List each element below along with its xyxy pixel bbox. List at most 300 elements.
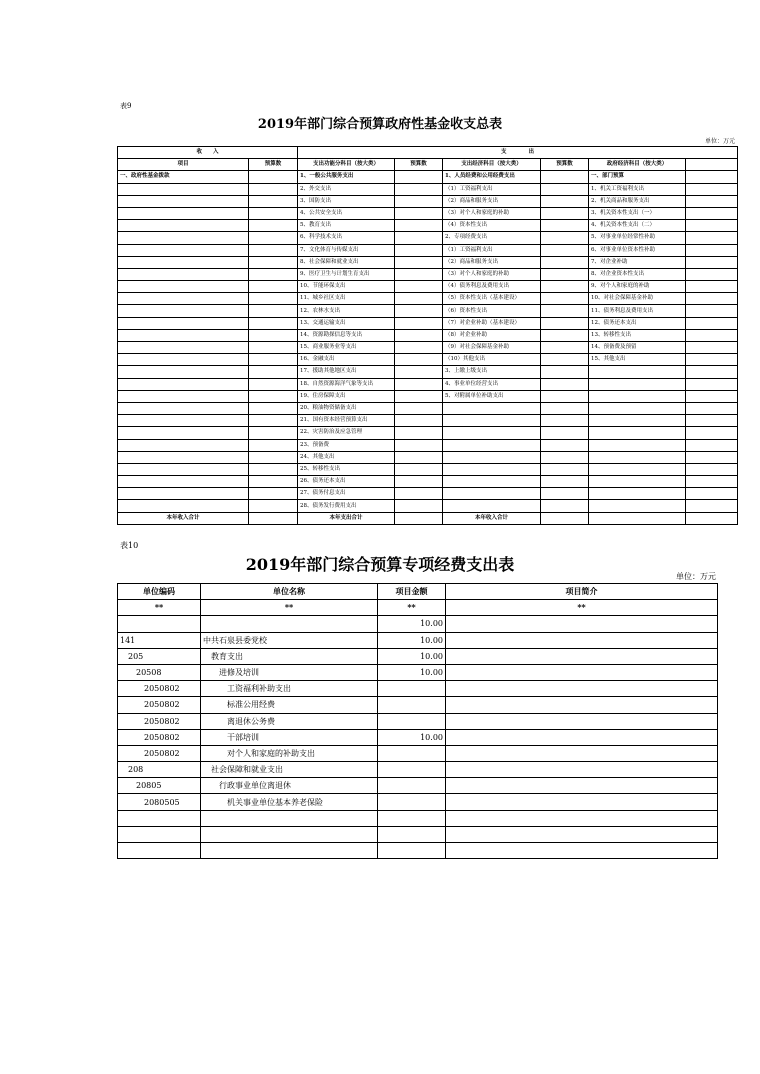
- unit-name-cell: 进修及培训: [201, 664, 378, 680]
- table-cell: [118, 329, 249, 341]
- table-cell: [541, 220, 589, 232]
- table-cell: 2、机关商品和服务支出: [589, 195, 686, 207]
- table-row: [118, 427, 738, 439]
- amount-cell: 10.00: [378, 632, 446, 648]
- table-cell: [541, 305, 589, 317]
- table-row: [118, 195, 738, 207]
- description-cell: [446, 632, 718, 648]
- description-cell: [446, 794, 718, 810]
- table-cell: [118, 293, 249, 305]
- table-cell: 17、援助其他地区支出: [298, 366, 395, 378]
- table-cell: [395, 305, 443, 317]
- table-cell: [686, 427, 738, 439]
- table-cell: [686, 220, 738, 232]
- description-cell: [446, 745, 718, 761]
- table-cell: 本年支出合计: [298, 512, 395, 524]
- table-cell: 25、转移性支出: [298, 463, 395, 475]
- amount-cell: 10.00: [378, 729, 446, 745]
- table-cell: [395, 451, 443, 463]
- table-cell: [249, 244, 298, 256]
- table-cell: [395, 293, 443, 305]
- table-cell: [249, 342, 298, 354]
- unit-name-cell: [201, 616, 378, 632]
- description-cell: [446, 713, 718, 729]
- unit-name-cell: 离退休公务费: [201, 713, 378, 729]
- table-row: [118, 664, 718, 680]
- table-cell: 28、债务发行费用支出: [298, 500, 395, 512]
- table-cell: [686, 342, 738, 354]
- unit-code-cell: 20805: [118, 778, 201, 794]
- description-cell: [446, 648, 718, 664]
- table-cell: [443, 476, 541, 488]
- unit-code-cell: 20508: [118, 664, 201, 680]
- table-cell: [249, 354, 298, 366]
- table-cell: 10、对社会保障基金补助: [589, 293, 686, 305]
- amount-cell: [378, 745, 446, 761]
- table-cell: [249, 439, 298, 451]
- amount-cell: 10.00: [378, 616, 446, 632]
- special-expense-table: [117, 583, 718, 859]
- table-cell: 10、节能环保支出: [298, 281, 395, 293]
- table-cell: 16、金融支出: [298, 354, 395, 366]
- table-cell: [686, 476, 738, 488]
- table-cell: （2）商品和服务支出: [443, 256, 541, 268]
- table-cell: 11、债务利息及费用支出: [589, 305, 686, 317]
- table-row: [118, 843, 718, 859]
- unit-name-cell: 干部培训: [201, 729, 378, 745]
- table-cell: [249, 195, 298, 207]
- table-cell: [541, 439, 589, 451]
- table-cell: [541, 256, 589, 268]
- table-cell: [589, 476, 686, 488]
- table-cell: [118, 342, 249, 354]
- table-cell: [395, 244, 443, 256]
- table-cell: [443, 488, 541, 500]
- table-cell: [249, 293, 298, 305]
- table-cell: （10）其他支出: [443, 354, 541, 366]
- table-cell: （8）对企业补助: [443, 329, 541, 341]
- table-row: [118, 183, 738, 195]
- col-header: 预算数: [541, 159, 589, 171]
- table-cell: 19、住房保障支出: [298, 390, 395, 402]
- table-cell: [541, 268, 589, 280]
- description-cell: [446, 681, 718, 697]
- table-cell: 15、其他支出: [589, 354, 686, 366]
- table-cell: [686, 207, 738, 219]
- table-cell: [118, 195, 249, 207]
- table-cell: [541, 207, 589, 219]
- table-row: [118, 463, 738, 475]
- table-cell: [249, 415, 298, 427]
- unit-name-cell: [201, 826, 378, 842]
- table-cell: [118, 378, 249, 390]
- table-row: [118, 378, 738, 390]
- table-cell: 1、机关工资福利支出: [589, 183, 686, 195]
- table-row: [118, 762, 718, 778]
- table-cell: [395, 366, 443, 378]
- table-row: [118, 415, 738, 427]
- col-header: 项目简介: [446, 584, 718, 600]
- table-cell: [395, 500, 443, 512]
- table-cell: [589, 451, 686, 463]
- unit-code-cell: 2050802: [118, 745, 201, 761]
- table-row: [118, 390, 738, 402]
- table-cell: [686, 354, 738, 366]
- col-header: 支出功能分科目（按大类）: [298, 159, 395, 171]
- table-cell: [686, 512, 738, 524]
- amount-cell: [378, 826, 446, 842]
- table-row: [118, 281, 738, 293]
- table-row: [118, 293, 738, 305]
- table-cell: [118, 500, 249, 512]
- table-cell: 6、科学技术支出: [298, 232, 395, 244]
- table-cell: [589, 390, 686, 402]
- table10-star-row: [118, 600, 718, 616]
- table-cell: [589, 415, 686, 427]
- table-row: [118, 329, 738, 341]
- table-cell: [249, 451, 298, 463]
- table-cell: [589, 427, 686, 439]
- table-cell: [118, 244, 249, 256]
- star-cell: **: [378, 600, 446, 616]
- table-cell: [249, 366, 298, 378]
- table-cell: 1、人员经费和公用经费支出: [443, 171, 541, 183]
- table-cell: [118, 183, 249, 195]
- table-cell: [589, 402, 686, 414]
- col-header: [686, 159, 738, 171]
- unit-name-cell: 工资福利补助支出: [201, 681, 378, 697]
- unit-name-cell: 机关事业单位基本养老保险: [201, 794, 378, 810]
- description-cell: [446, 697, 718, 713]
- table-cell: （3）对个人和家庭的补助: [443, 268, 541, 280]
- expense-group-header: 支 出: [298, 147, 738, 159]
- table-cell: [589, 366, 686, 378]
- table-cell: [395, 220, 443, 232]
- table-cell: [541, 232, 589, 244]
- description-cell: [446, 762, 718, 778]
- table-row: [118, 244, 738, 256]
- table-cell: 27、债务付息支出: [298, 488, 395, 500]
- unit-code-cell: 141: [118, 632, 201, 648]
- income-group-header: 收 入: [118, 147, 298, 159]
- table-cell: 15、商业服务业等支出: [298, 342, 395, 354]
- table-cell: [249, 378, 298, 390]
- table-cell: [395, 171, 443, 183]
- table-cell: [395, 512, 443, 524]
- table-cell: [541, 476, 589, 488]
- table-cell: [443, 415, 541, 427]
- table-cell: [395, 183, 443, 195]
- table-row: [118, 681, 718, 697]
- table-cell: [541, 171, 589, 183]
- table-row: [118, 476, 738, 488]
- table-cell: [395, 463, 443, 475]
- table-cell: [686, 329, 738, 341]
- table-cell: 6、对事业单位资本性补助: [589, 244, 686, 256]
- table-cell: [686, 415, 738, 427]
- table-row: [118, 697, 718, 713]
- table10-header-row: [118, 584, 718, 600]
- table-cell: 3、上缴上级支出: [443, 366, 541, 378]
- table-row: [118, 317, 738, 329]
- table-cell: （7）对企业补助（基本建设）: [443, 317, 541, 329]
- table-cell: [118, 427, 249, 439]
- unit-code-cell: [118, 810, 201, 826]
- table-cell: [541, 244, 589, 256]
- unit-code-cell: 2080505: [118, 794, 201, 810]
- table9-tag: 表9: [120, 102, 132, 110]
- table-cell: [118, 451, 249, 463]
- table-cell: 12、农林水支出: [298, 305, 395, 317]
- table-cell: [395, 268, 443, 280]
- table-cell: （1）工资福利支出: [443, 183, 541, 195]
- amount-cell: [378, 681, 446, 697]
- table-cell: [541, 463, 589, 475]
- table-cell: [686, 439, 738, 451]
- table-cell: （6）资本性支出: [443, 305, 541, 317]
- table-cell: [249, 183, 298, 195]
- table-cell: 26、债务还本支出: [298, 476, 395, 488]
- table-cell: 18、自然资源海洋气象等支出: [298, 378, 395, 390]
- table-cell: [118, 207, 249, 219]
- table-cell: [686, 268, 738, 280]
- col-header: 项目: [118, 159, 249, 171]
- table-cell: [541, 451, 589, 463]
- table-cell: [118, 476, 249, 488]
- table-cell: [118, 415, 249, 427]
- table-cell: 本年收入合计: [118, 512, 249, 524]
- table-cell: [249, 268, 298, 280]
- col-header: 单位编码: [118, 584, 201, 600]
- amount-cell: 10.00: [378, 648, 446, 664]
- table-cell: [589, 439, 686, 451]
- table-cell: [118, 256, 249, 268]
- table-cell: [395, 488, 443, 500]
- table-cell: [589, 488, 686, 500]
- table-cell: [686, 232, 738, 244]
- description-cell: [446, 664, 718, 680]
- table-cell: [249, 488, 298, 500]
- table-cell: 一、部门预算: [589, 171, 686, 183]
- table-cell: [589, 378, 686, 390]
- table-row: [118, 305, 738, 317]
- description-cell: [446, 778, 718, 794]
- table-cell: [541, 427, 589, 439]
- table-row: [118, 648, 718, 664]
- table-cell: [395, 329, 443, 341]
- table-row: [118, 713, 718, 729]
- table-cell: [249, 317, 298, 329]
- table-cell: [395, 402, 443, 414]
- col-header: 单位名称: [201, 584, 378, 600]
- table-row: [118, 256, 738, 268]
- description-cell: [446, 810, 718, 826]
- table-row: [118, 354, 738, 366]
- table-cell: [249, 256, 298, 268]
- table-cell: 8、对企业资本性支出: [589, 268, 686, 280]
- table-cell: [249, 476, 298, 488]
- table-cell: [395, 207, 443, 219]
- table-cell: [395, 342, 443, 354]
- table-cell: 4、公共安全支出: [298, 207, 395, 219]
- table-cell: 9、医疗卫生与计划生育支出: [298, 268, 395, 280]
- table-cell: （4）债务利息及费用支出: [443, 281, 541, 293]
- table-cell: [395, 354, 443, 366]
- unit-name-cell: [201, 810, 378, 826]
- table-cell: [541, 342, 589, 354]
- table-cell: [249, 171, 298, 183]
- star-cell: **: [446, 600, 718, 616]
- table-cell: 12、债务还本支出: [589, 317, 686, 329]
- table-cell: 14、资源勘探信息等支出: [298, 329, 395, 341]
- table-cell: [686, 378, 738, 390]
- table-cell: [118, 463, 249, 475]
- table-cell: [589, 512, 686, 524]
- unit-name-cell: [201, 843, 378, 859]
- table-cell: [686, 183, 738, 195]
- table-cell: 一、政府性基金拨款: [118, 171, 249, 183]
- unit-code-cell: [118, 616, 201, 632]
- fund-summary-table: [117, 146, 738, 525]
- table-cell: 7、文化体育与传媒支出: [298, 244, 395, 256]
- table-cell: [395, 232, 443, 244]
- table-cell: [686, 390, 738, 402]
- unit-name-cell: 社会保障和就业支出: [201, 762, 378, 778]
- table-cell: [395, 415, 443, 427]
- table-cell: 13、转移性支出: [589, 329, 686, 341]
- table-row: [118, 745, 718, 761]
- table-cell: [686, 463, 738, 475]
- table-cell: （2）商品和服务支出: [443, 195, 541, 207]
- table-cell: [541, 500, 589, 512]
- table-cell: [589, 463, 686, 475]
- amount-cell: [378, 794, 446, 810]
- col-header: 政府经济科目（按大类）: [589, 159, 686, 171]
- table-cell: 3、机关资本性支出（一）: [589, 207, 686, 219]
- table-cell: [249, 305, 298, 317]
- table-cell: [249, 281, 298, 293]
- table-cell: 20、粮油物资储备支出: [298, 402, 395, 414]
- table-cell: 4、事业单位经营支出: [443, 378, 541, 390]
- table-cell: [541, 317, 589, 329]
- table-row: [118, 207, 738, 219]
- table-cell: [395, 256, 443, 268]
- table-cell: [249, 512, 298, 524]
- table-cell: [686, 195, 738, 207]
- table-cell: （3）对个人和家庭的补助: [443, 207, 541, 219]
- table-cell: 8、社会保障和就业支出: [298, 256, 395, 268]
- table-cell: [541, 402, 589, 414]
- table-cell: 4、机关资本性支出（二）: [589, 220, 686, 232]
- table-cell: [541, 366, 589, 378]
- unit-name-cell: 行政事业单位离退休: [201, 778, 378, 794]
- table-cell: [686, 171, 738, 183]
- table-row: [118, 402, 738, 414]
- table9-header-row: [118, 159, 738, 171]
- table-cell: [686, 244, 738, 256]
- table-cell: （9）对社会保障基金补助: [443, 342, 541, 354]
- table-row: [118, 810, 718, 826]
- table-cell: [541, 354, 589, 366]
- amount-cell: [378, 697, 446, 713]
- table-cell: [541, 378, 589, 390]
- table-cell: [541, 488, 589, 500]
- unit-name-cell: 教育支出: [201, 648, 378, 664]
- table-cell: [443, 463, 541, 475]
- table-cell: [395, 281, 443, 293]
- table-cell: [118, 220, 249, 232]
- table-cell: [118, 268, 249, 280]
- table-row: [118, 488, 738, 500]
- table-cell: [249, 329, 298, 341]
- table-cell: [686, 281, 738, 293]
- table-cell: [395, 390, 443, 402]
- col-header: 项目金额: [378, 584, 446, 600]
- table-cell: 24、其他支出: [298, 451, 395, 463]
- description-cell: [446, 729, 718, 745]
- table-cell: [395, 427, 443, 439]
- table-row: [118, 268, 738, 280]
- table-cell: [395, 476, 443, 488]
- table-cell: [249, 390, 298, 402]
- table-row: [118, 794, 718, 810]
- table-cell: 22、灾害防治及应急管理: [298, 427, 395, 439]
- table-cell: [118, 366, 249, 378]
- amount-cell: [378, 778, 446, 794]
- table-row: [118, 729, 718, 745]
- table-cell: [589, 500, 686, 512]
- unit-code-cell: [118, 843, 201, 859]
- table-row: [118, 451, 738, 463]
- table-cell: [249, 463, 298, 475]
- table-cell: [395, 195, 443, 207]
- table10-title: 2019年部门综合预算专项经费支出表: [245, 555, 515, 574]
- table-cell: [395, 439, 443, 451]
- table-cell: [686, 402, 738, 414]
- table-cell: [249, 427, 298, 439]
- table-row: [118, 500, 738, 512]
- unit-code-cell: 208: [118, 762, 201, 778]
- amount-cell: [378, 713, 446, 729]
- table9-unit: 单位：万元: [704, 138, 735, 145]
- table-row: [118, 632, 718, 648]
- table-cell: [249, 207, 298, 219]
- unit-name-cell: 对个人和家庭的补助支出: [201, 745, 378, 761]
- table10-tag: 表10: [120, 541, 139, 550]
- table-cell: [541, 195, 589, 207]
- table-row: [118, 826, 718, 842]
- table-cell: [686, 293, 738, 305]
- table-row: [118, 220, 738, 232]
- table-cell: [249, 220, 298, 232]
- col-header: 预算数: [395, 159, 443, 171]
- amount-cell: [378, 810, 446, 826]
- table-cell: 7、对企业补助: [589, 256, 686, 268]
- table-cell: [686, 500, 738, 512]
- amount-cell: [378, 762, 446, 778]
- table-cell: （1）工资福利支出: [443, 244, 541, 256]
- star-cell: **: [118, 600, 201, 616]
- table-cell: 5、对事业单位经常性补助: [589, 232, 686, 244]
- table-row: [118, 232, 738, 244]
- table-cell: [541, 415, 589, 427]
- table-cell: [541, 390, 589, 402]
- table-cell: [541, 329, 589, 341]
- table-cell: 2、专项经费支出: [443, 232, 541, 244]
- table-row: [118, 778, 718, 794]
- table-cell: 5、教育支出: [298, 220, 395, 232]
- table-cell: [541, 512, 589, 524]
